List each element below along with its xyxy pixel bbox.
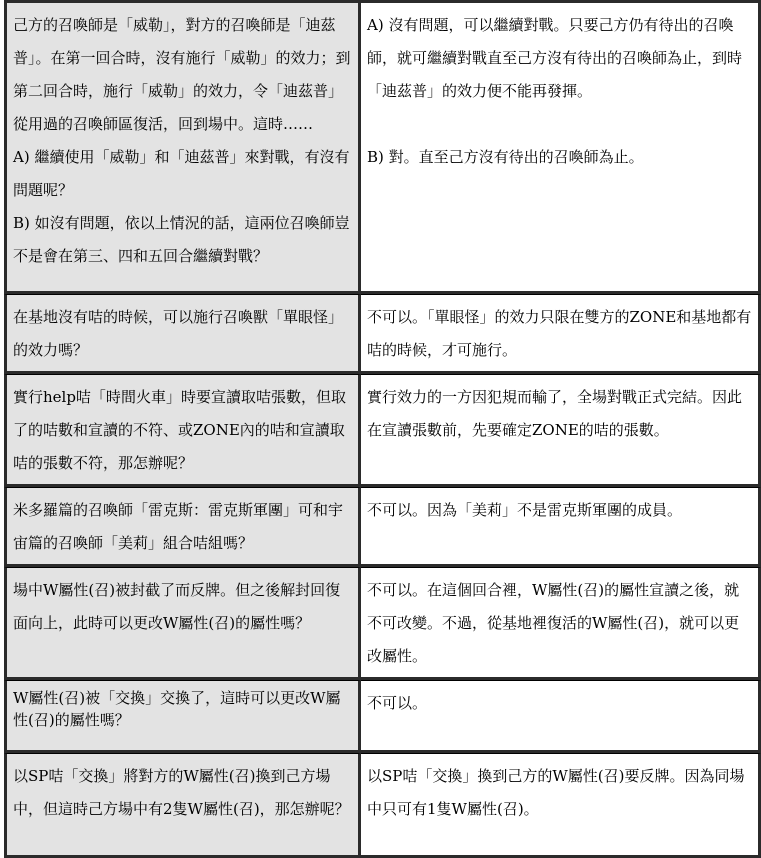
answer-cell [361, 294, 761, 374]
answer-text: 實行效力的一方因犯規而輸了，全場對戰正式完結。因此在宣讀張數前，先要確定ZONE的咭的張數。 [367, 388, 743, 439]
answer-cell [361, 374, 761, 487]
question-text: 以SP咭「交換」將對方的W屬性(召)換到己方場中，但這時己方場中有2隻W屬性(召)，那怎辦呢？ [13, 767, 350, 818]
question-text: 在基地沒有咭的時候，可以施行召喚獸「單眼怪」的效力嗎？ [13, 308, 344, 359]
table-row [4, 374, 761, 487]
answer-text: 不可以。 [367, 694, 428, 712]
question-text: 實行help咭「時間火車」時要宣讀取咭張數，但取了的咭數和宣讀的不符、或ZONE內的咭和宣讀取咭的張數不符，那怎辦呢？ [13, 388, 346, 472]
answer-text: 以SP咭「交換」換到己方的W屬性(召)要反牌。因為同場中只可有1隻W屬性(召)。 [367, 767, 745, 818]
question-text: 米多羅篇的召喚師「雷克斯：雷克斯軍團」可和宇宙篇的召喚師「美莉」組合咭組嗎？ [13, 501, 344, 552]
answer-text: 不可以。在這個回合裡，W屬性(召)的屬性宣讀之後，就不可改變。不過，從基地裡復活的W屬性(召)，就可以更改屬性。 [367, 581, 740, 665]
question-text: 己方的召喚師是「威勒」，對方的召喚師是「迪茲普」。在第一回合時，沒有施行「威勒」的效力；到第二回合時，施行「威勒」的效力，令「迪茲普」從用過的召喚師區復活，回到場中。這時…… A) 繼續使用「威勒」和「迪茲普」來對戰，有沒有問題呢？ B) 如沒有問題，依以上情況的話，這兩位召喚師豈不是會在第三、四和五回合繼續對戰？ [13, 16, 351, 265]
question-cell [4, 374, 361, 487]
question-text: W屬性(召)被「交換」交換了，這時可以更改W屬 性(召)的屬性嗎？ [13, 689, 341, 729]
question-cell [4, 567, 361, 680]
answer-cell [361, 753, 761, 858]
question-cell [4, 487, 361, 567]
question-cell [4, 680, 361, 753]
question-cell [4, 294, 361, 374]
table-row [4, 294, 761, 374]
question-cell [4, 0, 361, 294]
table-row [4, 487, 761, 567]
answer-cell [361, 487, 761, 567]
question-text: 場中W屬性(召)被封截了而反牌。但之後解封回復面向上，此時可以更改W屬性(召)的屬性嗎？ [13, 581, 341, 632]
answer-cell [361, 680, 761, 753]
table-row [4, 680, 761, 753]
answer-cell [361, 0, 761, 294]
faq-table [4, 0, 761, 858]
table-row [4, 0, 761, 294]
answer-cell [361, 567, 761, 680]
answer-text: 不可以。「單眼怪」的效力只限在雙方的ZONE和基地都有咭的時候，才可施行。 [367, 308, 752, 359]
table-row [4, 567, 761, 680]
question-cell [4, 753, 361, 858]
table-row [4, 753, 761, 858]
answer-text: A) 沒有問題，可以繼續對戰。只要己方仍有待出的召喚師，就可繼續對戰直至己方沒有待出的召喚師為止，到時「迪茲普」的效力便不能再發揮。 B) 對。直至己方沒有待出的召喚師為止。 [367, 16, 743, 166]
answer-text: 不可以。因為「美莉」不是雷克斯軍團的成員。 [367, 501, 683, 519]
